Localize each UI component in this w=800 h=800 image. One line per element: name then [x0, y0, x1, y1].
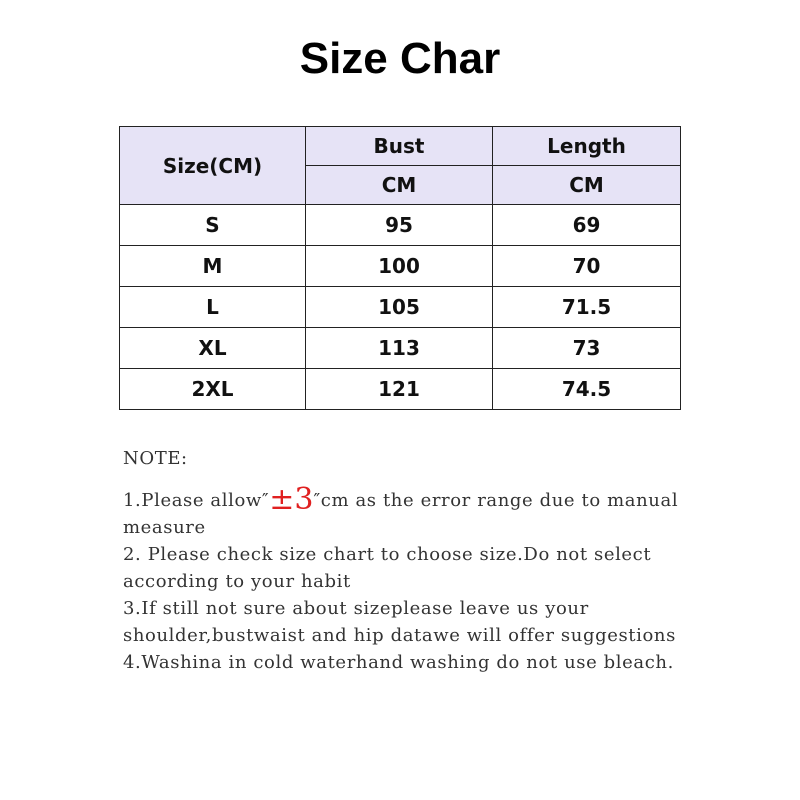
bust-cell: 95 — [306, 205, 493, 246]
bust-column-header: Bust — [306, 127, 493, 166]
length-column-header: Length — [493, 127, 681, 166]
length-unit-header: CM — [493, 166, 681, 205]
bust-unit-header: CM — [306, 166, 493, 205]
note-error-range — [123, 482, 723, 541]
size-cell: M — [120, 246, 306, 287]
note-1-prefix: 1.Please allow″ — [123, 490, 270, 511]
bust-cell: 100 — [306, 246, 493, 287]
size-cell: XL — [120, 328, 306, 369]
table-row — [120, 205, 681, 246]
length-cell: 70 — [493, 246, 681, 287]
note-washing: 4.Washina in cold waterhand washing do not use bleach. — [123, 652, 674, 673]
size-chart-table — [119, 126, 681, 410]
bust-cell: 105 — [306, 287, 493, 328]
bust-cell: 113 — [306, 328, 493, 369]
notes-heading: NOTE: — [123, 448, 188, 469]
note-1-suffix: ″cm as the error range due to manual measure — [123, 490, 679, 538]
table-row — [120, 369, 681, 410]
bust-cell: 121 — [306, 369, 493, 410]
size-column-header: Size(CM) — [120, 127, 306, 205]
note-size-chart: 2. Please check size chart to choose size.Do not select according to your habit — [123, 544, 652, 592]
table-row — [120, 246, 681, 287]
table-row — [120, 328, 681, 369]
page-title: Size Char — [299, 34, 501, 83]
note-measurements: 3.If still not sure about sizeplease leave us your shoulder,bustwaist and hip datawe will offer suggestions — [123, 598, 676, 646]
size-cell: S — [120, 205, 306, 246]
table-row — [120, 287, 681, 328]
size-cell: 2XL — [120, 369, 306, 410]
error-range-value: ±3 — [269, 482, 314, 517]
notes-section — [123, 446, 723, 676]
length-cell: 69 — [493, 205, 681, 246]
length-cell: 71.5 — [493, 287, 681, 328]
size-cell: L — [120, 287, 306, 328]
length-cell: 74.5 — [493, 369, 681, 410]
length-cell: 73 — [493, 328, 681, 369]
